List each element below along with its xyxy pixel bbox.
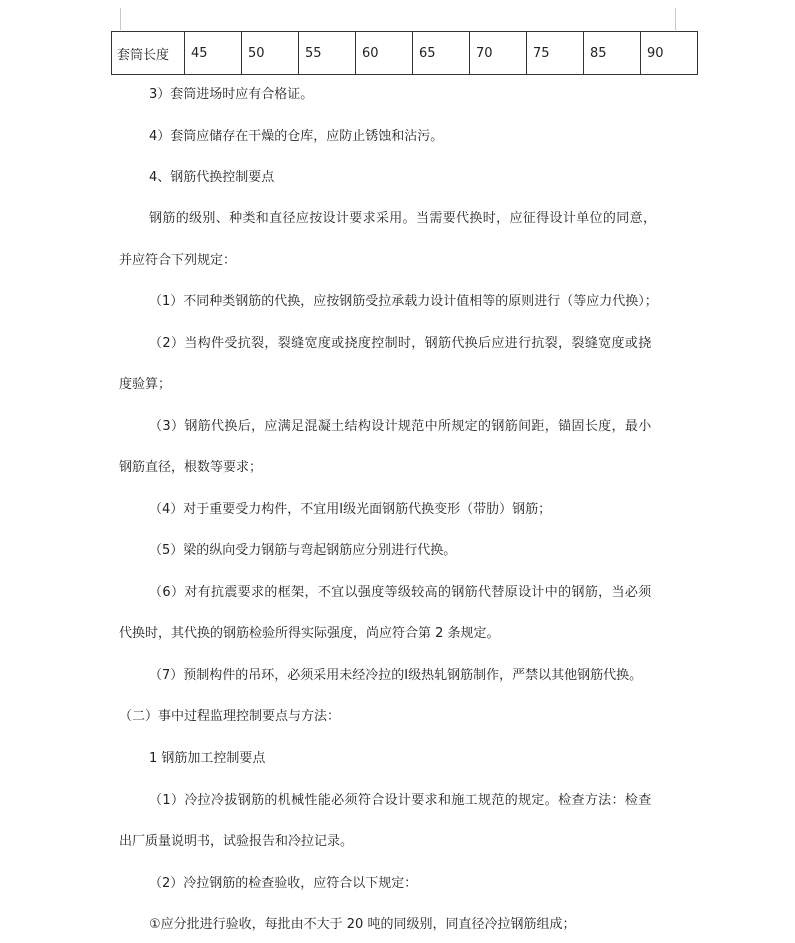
- table-cell: 45: [185, 32, 242, 75]
- table-cell: 60: [356, 32, 413, 75]
- paragraph-line: 出厂质量说明书，试验报告和冷拉记录。: [119, 834, 354, 849]
- section-heading: 4、钢筋代换控制要点: [149, 170, 275, 185]
- table-cell: 50: [242, 32, 299, 75]
- page-corner-mark-right: [675, 8, 676, 30]
- list-item: ①应分批进行验收，每批由不大于 20 吨的同级别，同直径冷拉钢筋组成；: [149, 917, 576, 932]
- table-cell: 75: [527, 32, 584, 75]
- list-item: （1）冷拉冷拔钢筋的机械性能必须符合设计要求和施工规范的规定。检查方法：检查: [149, 793, 652, 808]
- subsection-heading: 1 钢筋加工控制要点: [149, 751, 266, 766]
- page-corner-mark-left: [120, 8, 121, 30]
- paragraph-line: 4）套筒应储存在干燥的仓库，应防止锈蚀和沾污。: [149, 129, 444, 144]
- table-header-cell: 套筒长度: [112, 32, 185, 75]
- paragraph-line: 度验算；: [119, 377, 172, 392]
- list-item: （5）梁的纵向受力钢筋与弯起钢筋应分别进行代换。: [149, 543, 457, 558]
- list-item: （3）钢筋代换后，应满足混凝土结构设计规范中所规定的钢筋间距，锚固长度，最小: [149, 419, 652, 434]
- list-item: （2）冷拉钢筋的检查验收，应符合以下规定：: [149, 876, 418, 891]
- table-cell: 90: [641, 32, 698, 75]
- table-cell: 70: [470, 32, 527, 75]
- table-cell: 85: [584, 32, 641, 75]
- list-item: （7）预制构件的吊环，必须采用未经冷拉的Ⅰ级热轧钢筋制作，严禁以其他钢筋代换。: [149, 668, 643, 683]
- list-item: （4）对于重要受力构件，不宜用Ⅰ级光面钢筋代换变形（带肋）钢筋；: [149, 502, 552, 517]
- table-cell: 65: [413, 32, 470, 75]
- list-item: （2）当构件受抗裂，裂缝宽度或挠度控制时，钢筋代换后应进行抗裂，裂缝宽度或挠: [149, 336, 652, 351]
- list-item: （6）对有抗震要求的框架，不宜以强度等级较高的钢筋代替原设计中的钢筋，当必须: [149, 585, 652, 600]
- list-item: （1）不同种类钢筋的代换，应按钢筋受拉承载力设计值相等的原则进行（等应力代换）；: [149, 294, 658, 309]
- paragraph-line: 钢筋的级别、种类和直径应按设计要求采用。当需要代换时，应征得设计单位的同意，: [149, 211, 657, 226]
- paragraph-line: 代换时，其代换的钢筋检验所得实际强度，尚应符合第 2 条规定。: [119, 626, 500, 641]
- paragraph-line: 3）套筒进场时应有合格证。: [149, 87, 314, 102]
- sleeve-length-table: [111, 31, 698, 75]
- paragraph-line: 并应符合下列规定：: [119, 253, 237, 268]
- table-row: [112, 32, 698, 75]
- table-cell: 55: [299, 32, 356, 75]
- paragraph-line: 钢筋直径，根数等要求；: [119, 460, 263, 475]
- section-heading: （二）事中过程监理控制要点与方法：: [119, 709, 341, 724]
